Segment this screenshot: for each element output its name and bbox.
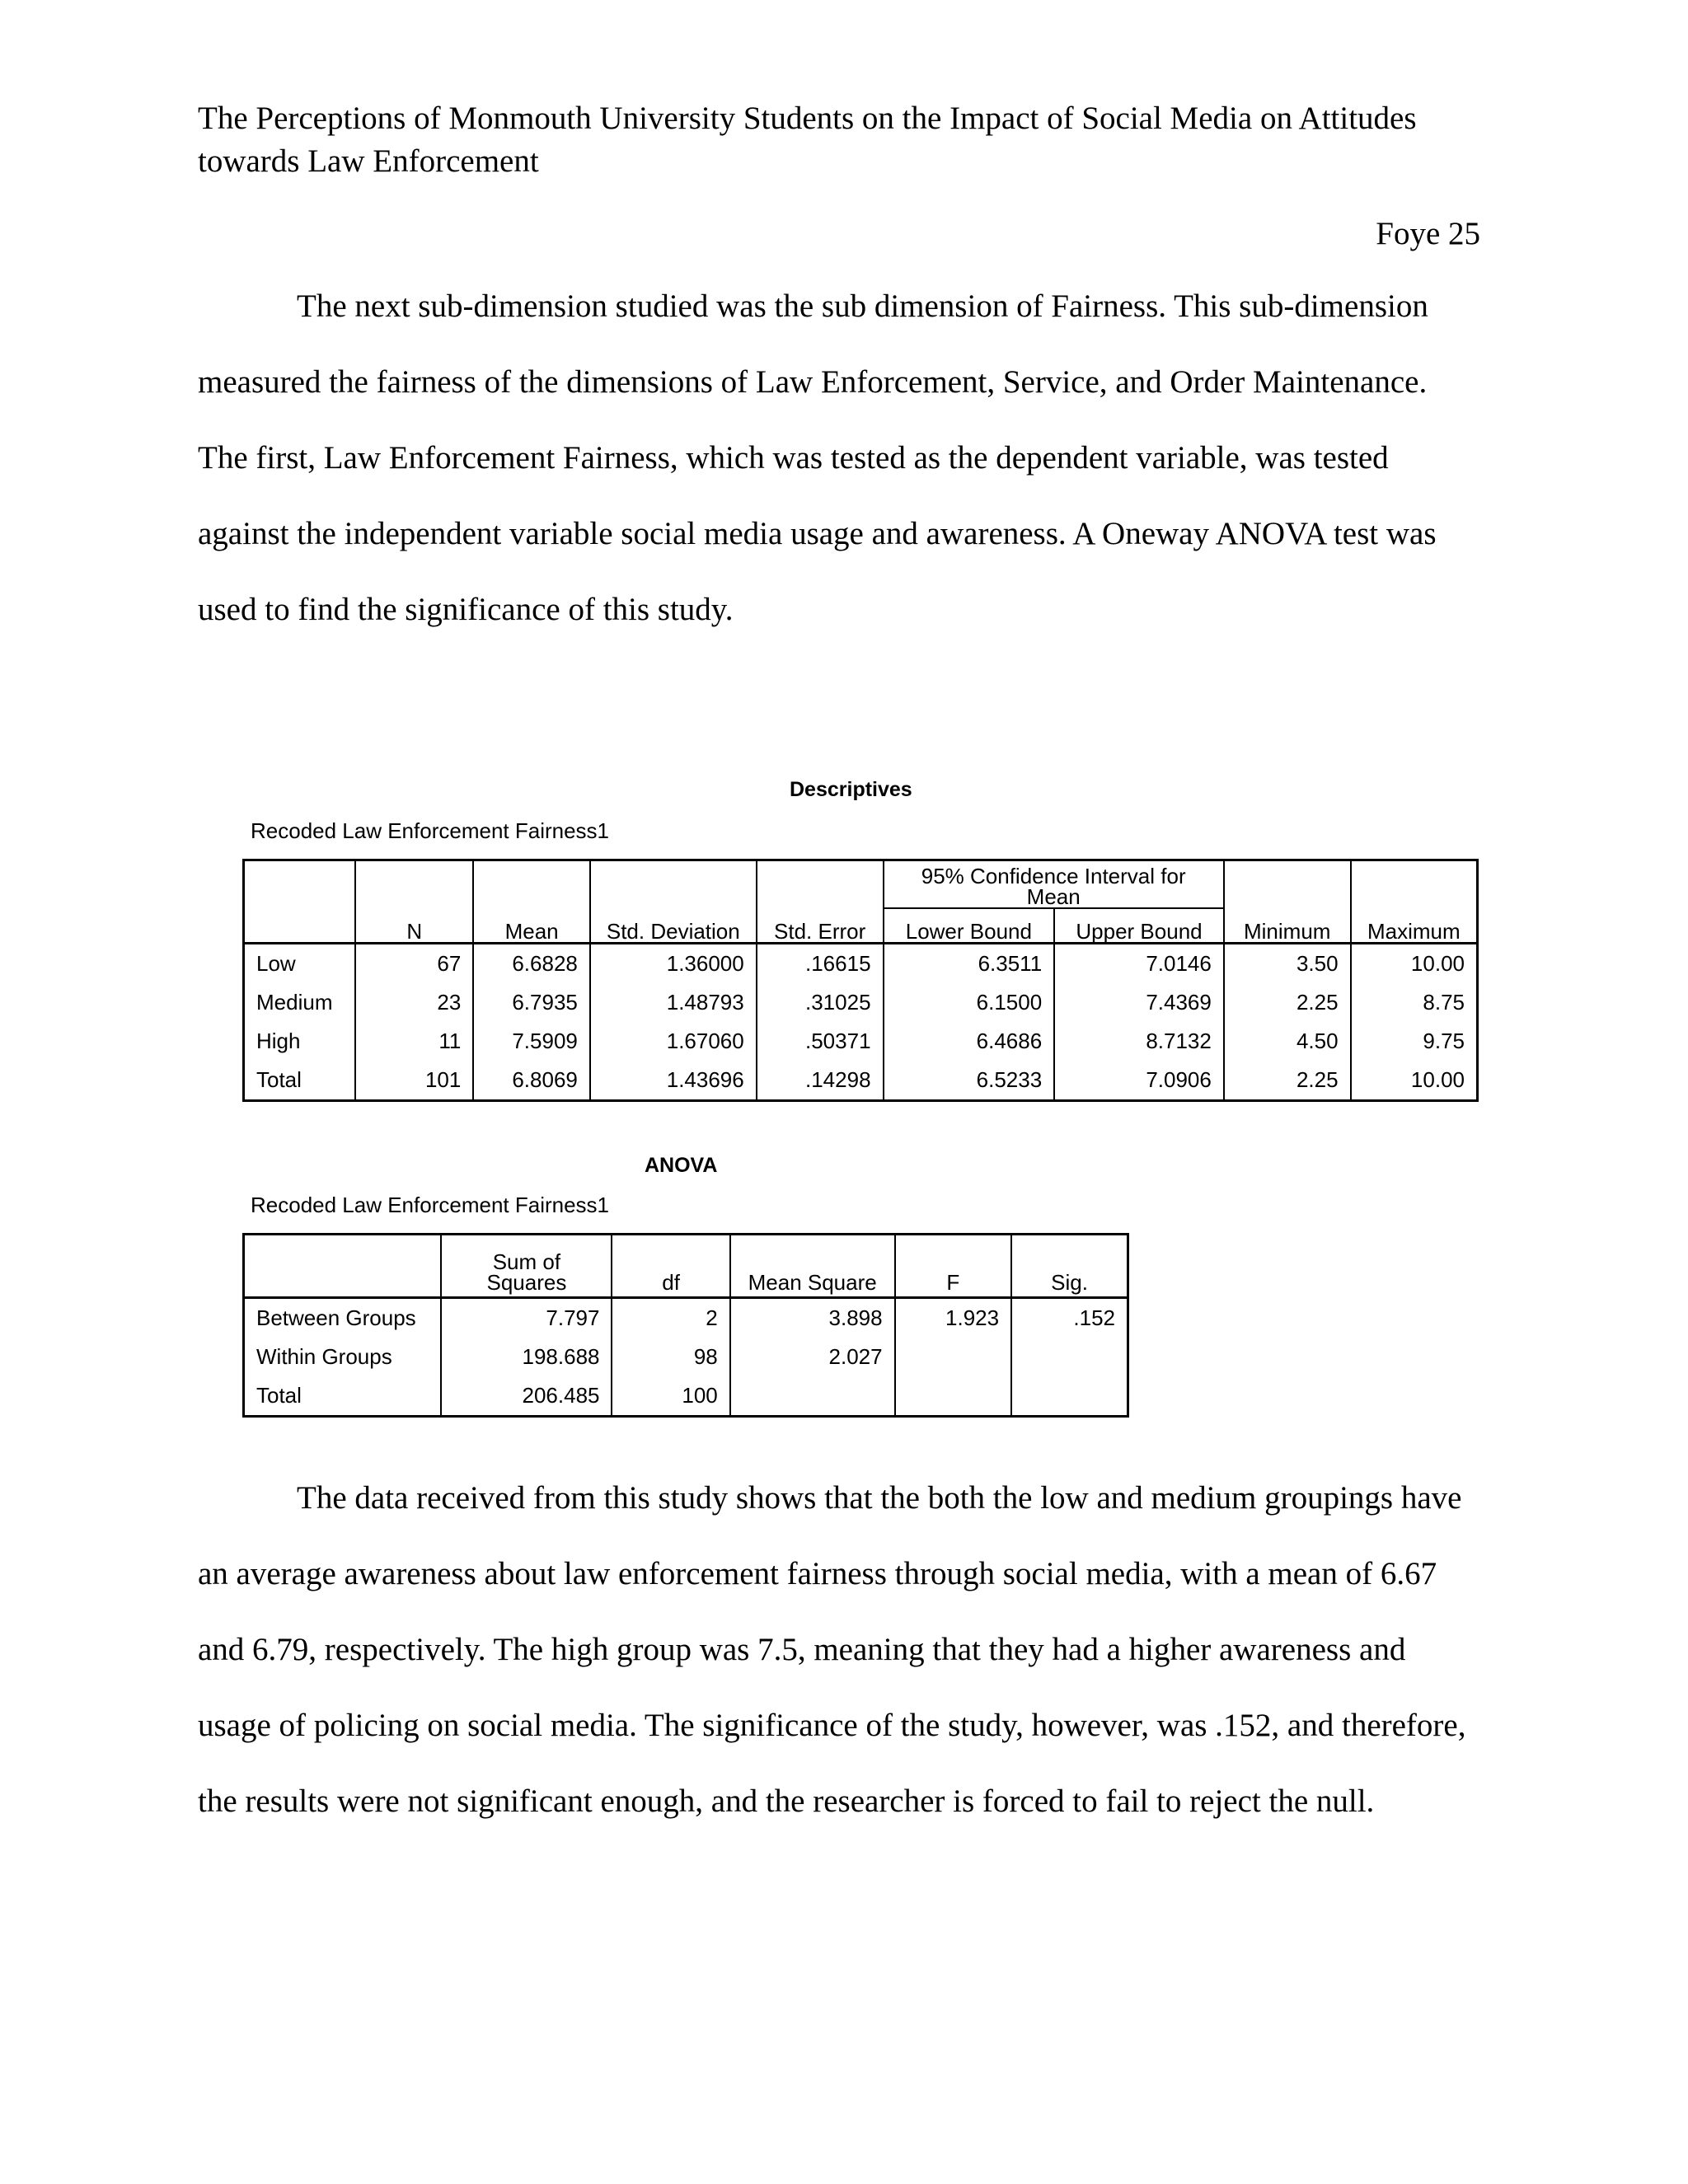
anova-header-ss-line-1: Sum of — [492, 1249, 561, 1274]
cell-min: 3.50 — [1224, 944, 1351, 984]
descriptives-table — [242, 859, 1479, 1102]
cell-std-err: .14298 — [757, 1061, 884, 1101]
cell-upper: 7.0906 — [1054, 1061, 1224, 1101]
desc-header-lower: Lower Bound — [884, 908, 1055, 944]
anova-header-sig: Sig. — [1011, 1235, 1128, 1298]
anova-header-ss — [441, 1235, 612, 1298]
desc-header-group — [244, 860, 356, 944]
cell-lower: 6.3511 — [884, 944, 1055, 984]
row-label: High — [244, 1022, 356, 1061]
cell-df: 2 — [612, 1298, 729, 1338]
cell-df: 100 — [612, 1376, 729, 1417]
body-paragraph-1: The next sub-dimension studied was the sub dimension of Fairness. This sub-dimension measured the fairness of the dimensions of Law Enforcement, Service, and Order Maintenance. The first, Law Enforcement Fairness, which was tested as the dependent variable, was tested against the independent variable social media usage and awareness. A Oneway ANOVA test was used to find the significance of this study. — [198, 288, 1437, 627]
desc-header-std-err: Std. Error — [757, 860, 884, 944]
cell-sig — [1011, 1376, 1128, 1417]
cell-std-dev: 1.67060 — [590, 1022, 757, 1061]
page-number: Foye 25 — [1376, 216, 1480, 251]
cell-upper: 7.0146 — [1054, 944, 1224, 984]
cell-ss: 7.797 — [441, 1298, 612, 1338]
cell-sig — [1011, 1338, 1128, 1376]
anova-header-ss-line-2: Squares — [486, 1270, 567, 1295]
row-label: Within Groups — [244, 1338, 442, 1376]
cell-f — [895, 1338, 1012, 1376]
cell-std-err: .16615 — [757, 944, 884, 984]
running-head — [198, 97, 1484, 183]
row-label: Medium — [244, 983, 356, 1022]
table-row — [244, 944, 1478, 984]
desc-header-std-dev: Std. Deviation — [590, 860, 757, 944]
cell-std-err: .31025 — [757, 983, 884, 1022]
cell-f: 1.923 — [895, 1298, 1012, 1338]
cell-ss: 206.485 — [441, 1376, 612, 1417]
cell-ms — [730, 1376, 895, 1417]
desc-header-ci-line-2: Mean — [1026, 884, 1081, 909]
cell-min: 2.25 — [1224, 983, 1351, 1022]
cell-n: 67 — [355, 944, 473, 984]
cell-std-dev: 1.48793 — [590, 983, 757, 1022]
cell-df: 98 — [612, 1338, 729, 1376]
cell-lower: 6.1500 — [884, 983, 1055, 1022]
cell-std-err: .50371 — [757, 1022, 884, 1061]
anova-table — [242, 1233, 1129, 1418]
table-row — [244, 1338, 1128, 1376]
cell-max: 10.00 — [1351, 1061, 1478, 1101]
cell-mean: 6.7935 — [473, 983, 590, 1022]
cell-lower: 6.4686 — [884, 1022, 1055, 1061]
desc-header-ci — [884, 860, 1224, 909]
table-row — [244, 1022, 1478, 1061]
cell-max: 8.75 — [1351, 983, 1478, 1022]
desc-header-ci-line-1: 95% Confidence Interval for — [921, 864, 1186, 888]
desc-header-upper: Upper Bound — [1054, 908, 1224, 944]
cell-std-dev: 1.43696 — [590, 1061, 757, 1101]
cell-ms: 3.898 — [730, 1298, 895, 1338]
desc-header-n: N — [355, 860, 473, 944]
anova-header-df: df — [612, 1235, 729, 1298]
table-row — [244, 983, 1478, 1022]
cell-max: 10.00 — [1351, 944, 1478, 984]
anova-caption: Recoded Law Enforcement Fairness1 — [251, 1193, 610, 1217]
row-label: Between Groups — [244, 1298, 442, 1338]
cell-sig: .152 — [1011, 1298, 1128, 1338]
anova-header-ms: Mean Square — [730, 1235, 895, 1298]
desc-header-min: Minimum — [1224, 860, 1351, 944]
desc-header-max: Maximum — [1351, 860, 1478, 944]
cell-f — [895, 1376, 1012, 1417]
body-paragraph-2: The data received from this study shows that the both the low and medium groupings have an average awareness about law enforcement fairness through social media, with a mean of 6.67 and 6.79, respectively. The high group was 7.5, meaning that they had a higher awareness and usage of policing on social media. The significance of the study, however, was .152, and therefore, the results were not significant enough, and the researcher is forced to fail to reject the null. — [198, 1480, 1466, 1819]
cell-max: 9.75 — [1351, 1022, 1478, 1061]
cell-upper: 7.4369 — [1054, 983, 1224, 1022]
cell-min: 2.25 — [1224, 1061, 1351, 1101]
cell-std-dev: 1.36000 — [590, 944, 757, 984]
cell-ms: 2.027 — [730, 1338, 895, 1376]
anova-header-f: F — [895, 1235, 1012, 1298]
cell-n: 11 — [355, 1022, 473, 1061]
cell-mean: 6.6828 — [473, 944, 590, 984]
row-label: Total — [244, 1061, 356, 1101]
cell-n: 23 — [355, 983, 473, 1022]
anova-header-source — [244, 1235, 442, 1298]
row-label: Low — [244, 944, 356, 984]
desc-header-mean: Mean — [473, 860, 590, 944]
anova-title: ANOVA — [645, 1154, 718, 1177]
cell-min: 4.50 — [1224, 1022, 1351, 1061]
cell-upper: 8.7132 — [1054, 1022, 1224, 1061]
descriptives-title: Descriptives — [790, 778, 912, 801]
cell-mean: 6.8069 — [473, 1061, 590, 1101]
cell-ss: 198.688 — [441, 1338, 612, 1376]
descriptives-caption: Recoded Law Enforcement Fairness1 — [251, 818, 610, 843]
cell-mean: 7.5909 — [473, 1022, 590, 1061]
row-label: Total — [244, 1376, 442, 1417]
table-row — [244, 1376, 1128, 1417]
table-row — [244, 1298, 1128, 1338]
cell-lower: 6.5233 — [884, 1061, 1055, 1101]
running-head-line-1: The Perceptions of Monmouth University Students on the Impact of Social Media on Attitudes — [198, 101, 1417, 136]
cell-n: 101 — [355, 1061, 473, 1101]
running-head-line-2: towards Law Enforcement — [198, 143, 539, 179]
table-row — [244, 1061, 1478, 1101]
